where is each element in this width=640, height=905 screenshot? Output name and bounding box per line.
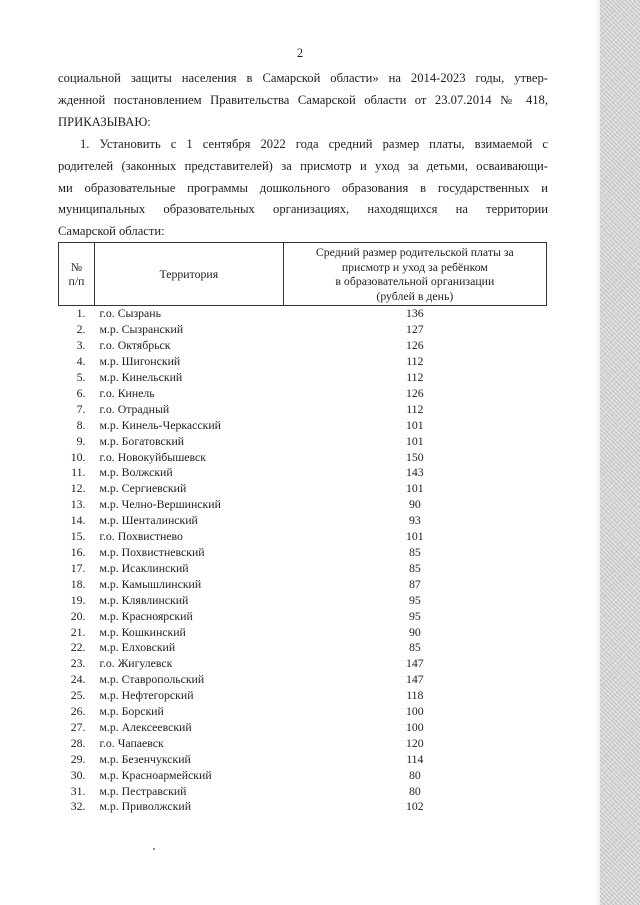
row-number: 22. [70, 640, 86, 655]
row-territory: г.о. Октябрьск [99, 338, 171, 353]
row-value: 80 [408, 767, 421, 782]
row-territory: м.р. Кинельский [99, 370, 183, 384]
table-row [59, 513, 547, 529]
row-value: 95 [408, 608, 421, 623]
table-body [59, 306, 547, 816]
row-value: 136 [405, 306, 424, 321]
row-value: 85 [408, 544, 421, 559]
row-number: 4. [76, 354, 86, 369]
row-number: 1. [76, 306, 86, 321]
row-value: 80 [408, 783, 421, 798]
row-number: 19. [70, 592, 86, 607]
header-rate-line-2: присмотр и уход за ребёнком [341, 259, 488, 274]
row-territory: м.р. Шигонский [99, 354, 181, 369]
row-territory: м.р. Богатовский [99, 433, 185, 448]
row-number: 23. [70, 656, 86, 671]
table-row [59, 402, 547, 418]
row-territory: г.о. Кинель [99, 385, 155, 400]
row-value: 87 [408, 576, 421, 591]
table-row [59, 322, 547, 338]
row-number: 6. [76, 385, 86, 400]
row-value: 85 [408, 560, 421, 575]
rates-table [58, 242, 547, 815]
scanner-edge-strip [600, 0, 640, 905]
row-number: 32. [70, 799, 86, 814]
row-number: 20. [70, 608, 86, 623]
table-row [59, 609, 547, 625]
row-number: 12. [70, 481, 86, 496]
row-value: 112 [406, 370, 424, 384]
row-value: 102 [405, 799, 424, 814]
row-territory: м.р. Нефтегорский [99, 688, 194, 703]
table-row [59, 704, 547, 720]
row-number: 29. [70, 751, 86, 766]
row-territory: г.о. Чапаевск [99, 735, 164, 750]
row-territory: м.р. Красноярский [99, 608, 193, 623]
table-row [59, 561, 547, 577]
row-value: 126 [405, 385, 424, 400]
row-value: 126 [405, 338, 424, 353]
table-row [59, 418, 547, 434]
row-territory: м.р. Исаклинский [99, 560, 189, 575]
row-territory: г.о. Жигулевск [99, 656, 173, 671]
row-territory: м.р. Клявлинский [99, 592, 189, 607]
table-row [59, 545, 547, 561]
table-row [59, 593, 547, 609]
row-number: 17. [70, 560, 86, 575]
row-number: 26. [70, 704, 86, 719]
row-territory: г.о. Сызрань [99, 306, 161, 321]
row-number: 8. [76, 417, 86, 432]
table-row [59, 370, 547, 386]
table-row [59, 672, 547, 688]
table-row [59, 720, 547, 736]
row-territory: м.р. Алексеевский [99, 719, 192, 734]
row-number: 9. [76, 433, 86, 448]
point-1-line-2: родителей (законных представителей) за присмотр и уход за детьми, осваивающи- [58, 158, 548, 173]
table-row [59, 481, 547, 497]
row-value: 85 [408, 640, 421, 655]
row-territory: м.р. Ставропольский [99, 672, 205, 687]
row-number: 27. [70, 719, 86, 734]
row-number: 14. [70, 513, 86, 528]
row-territory: м.р. Шенталинский [99, 513, 198, 528]
table-row [59, 577, 547, 593]
row-territory: м.р. Борский [99, 704, 164, 719]
intro-paragraph [58, 68, 548, 133]
row-number: 28. [70, 735, 86, 750]
row-number: 18. [70, 576, 86, 591]
row-value: 118 [406, 688, 424, 703]
table-row [59, 736, 547, 752]
point-1-paragraph [58, 134, 548, 243]
row-value: 127 [405, 322, 424, 337]
table-header-row [59, 243, 547, 306]
header-rate [283, 243, 546, 306]
header-number [59, 243, 95, 306]
table-row [59, 434, 547, 450]
row-number: 25. [70, 688, 86, 703]
row-territory: м.р. Приволжский [99, 799, 192, 814]
table-row [59, 752, 547, 768]
table-row [59, 799, 547, 815]
row-value: 114 [406, 751, 424, 766]
row-territory: м.р. Челно-Вершинский [99, 497, 221, 512]
order-word: ПРИКАЗЫВАЮ: [58, 114, 151, 129]
row-number: 16. [70, 544, 86, 559]
table-row [59, 497, 547, 513]
row-territory: м.р. Камышлинский [99, 576, 202, 591]
intro-line-2: жденной постановлением Правительства Самарской области от 23.07.2014 № 418, [58, 92, 548, 107]
row-value: 147 [405, 672, 424, 687]
row-number: 31. [70, 783, 86, 798]
table-row [59, 386, 547, 402]
row-value: 101 [405, 481, 424, 496]
row-territory: г.о. Похвистнево [99, 529, 183, 544]
point-1-line-3: ми образовательные программы дошкольного образования в государственных и [58, 180, 548, 195]
table-row [59, 529, 547, 545]
row-territory: м.р. Сызранский [99, 322, 184, 337]
table-row [59, 625, 547, 641]
point-1-line-1: 1. Установить с 1 сентября 2022 года средний размер платы, взимаемой с [80, 137, 548, 151]
row-value: 95 [408, 592, 421, 607]
row-value: 101 [405, 433, 424, 448]
row-number: 3. [76, 338, 86, 353]
table-row [59, 354, 547, 370]
header-territory: Территория [94, 243, 283, 306]
row-number: 11. [71, 465, 86, 480]
row-value: 143 [405, 465, 424, 480]
row-number: 21. [70, 624, 86, 639]
table-row [59, 688, 547, 704]
row-value: 150 [405, 449, 424, 464]
point-1-line-4: муниципальных образовательных организациях, находящихся на территории [58, 202, 548, 217]
header-number-line-1: № [70, 259, 83, 274]
scan-speck [153, 848, 155, 850]
table-row [59, 306, 547, 322]
row-territory: г.о. Отрадный [99, 401, 170, 416]
intro-line-1: социальной защиты населения в Самарской области» на 2014-2023 годы, утвер- [58, 71, 548, 85]
table-row [59, 656, 547, 672]
header-rate-line-3: в образовательной организации [335, 274, 495, 289]
page-number: 2 [296, 46, 304, 60]
row-territory: м.р. Похвистневский [99, 544, 205, 559]
table-row [59, 450, 547, 466]
row-value: 100 [405, 719, 424, 734]
row-territory: м.р. Елховский [99, 640, 176, 655]
row-value: 90 [408, 497, 421, 512]
row-territory: м.р. Безенчукский [99, 751, 191, 766]
row-territory: г.о. Новокуйбышевск [99, 449, 206, 464]
row-value: 93 [408, 513, 421, 528]
row-value: 101 [405, 417, 424, 432]
row-value: 90 [408, 624, 421, 639]
row-number: 13. [70, 497, 86, 512]
row-territory: м.р. Кошкинский [99, 624, 186, 639]
table-row [59, 465, 547, 481]
table-row [59, 338, 547, 354]
header-number-line-2: п/п [68, 274, 85, 289]
table-row [59, 640, 547, 656]
row-number: 30. [70, 767, 86, 782]
row-territory: м.р. Волжский [99, 465, 173, 480]
row-number: 2. [76, 322, 86, 337]
row-value: 101 [405, 529, 424, 544]
header-rate-line-1: Средний размер родительской платы за [315, 245, 514, 259]
row-territory: м.р. Сергиевский [99, 481, 187, 496]
row-number: 5. [76, 370, 86, 384]
row-value: 120 [405, 735, 424, 750]
row-value: 112 [406, 354, 424, 369]
table-row [59, 784, 547, 800]
point-1-line-5: Самарской области: [58, 224, 165, 239]
row-number: 10. [70, 449, 86, 464]
row-number: 24. [70, 672, 86, 687]
row-value: 147 [405, 656, 424, 671]
table-row [59, 768, 547, 784]
row-value: 112 [406, 401, 424, 416]
row-territory: м.р. Красноармейский [99, 767, 212, 782]
row-territory: м.р. Кинель-Черкасский [99, 417, 221, 432]
row-number: 15. [70, 529, 86, 544]
row-value: 100 [405, 704, 424, 719]
row-territory: м.р. Пестравский [99, 783, 187, 798]
header-rate-line-4: (рублей в день) [376, 288, 454, 303]
row-number: 7. [76, 401, 86, 416]
